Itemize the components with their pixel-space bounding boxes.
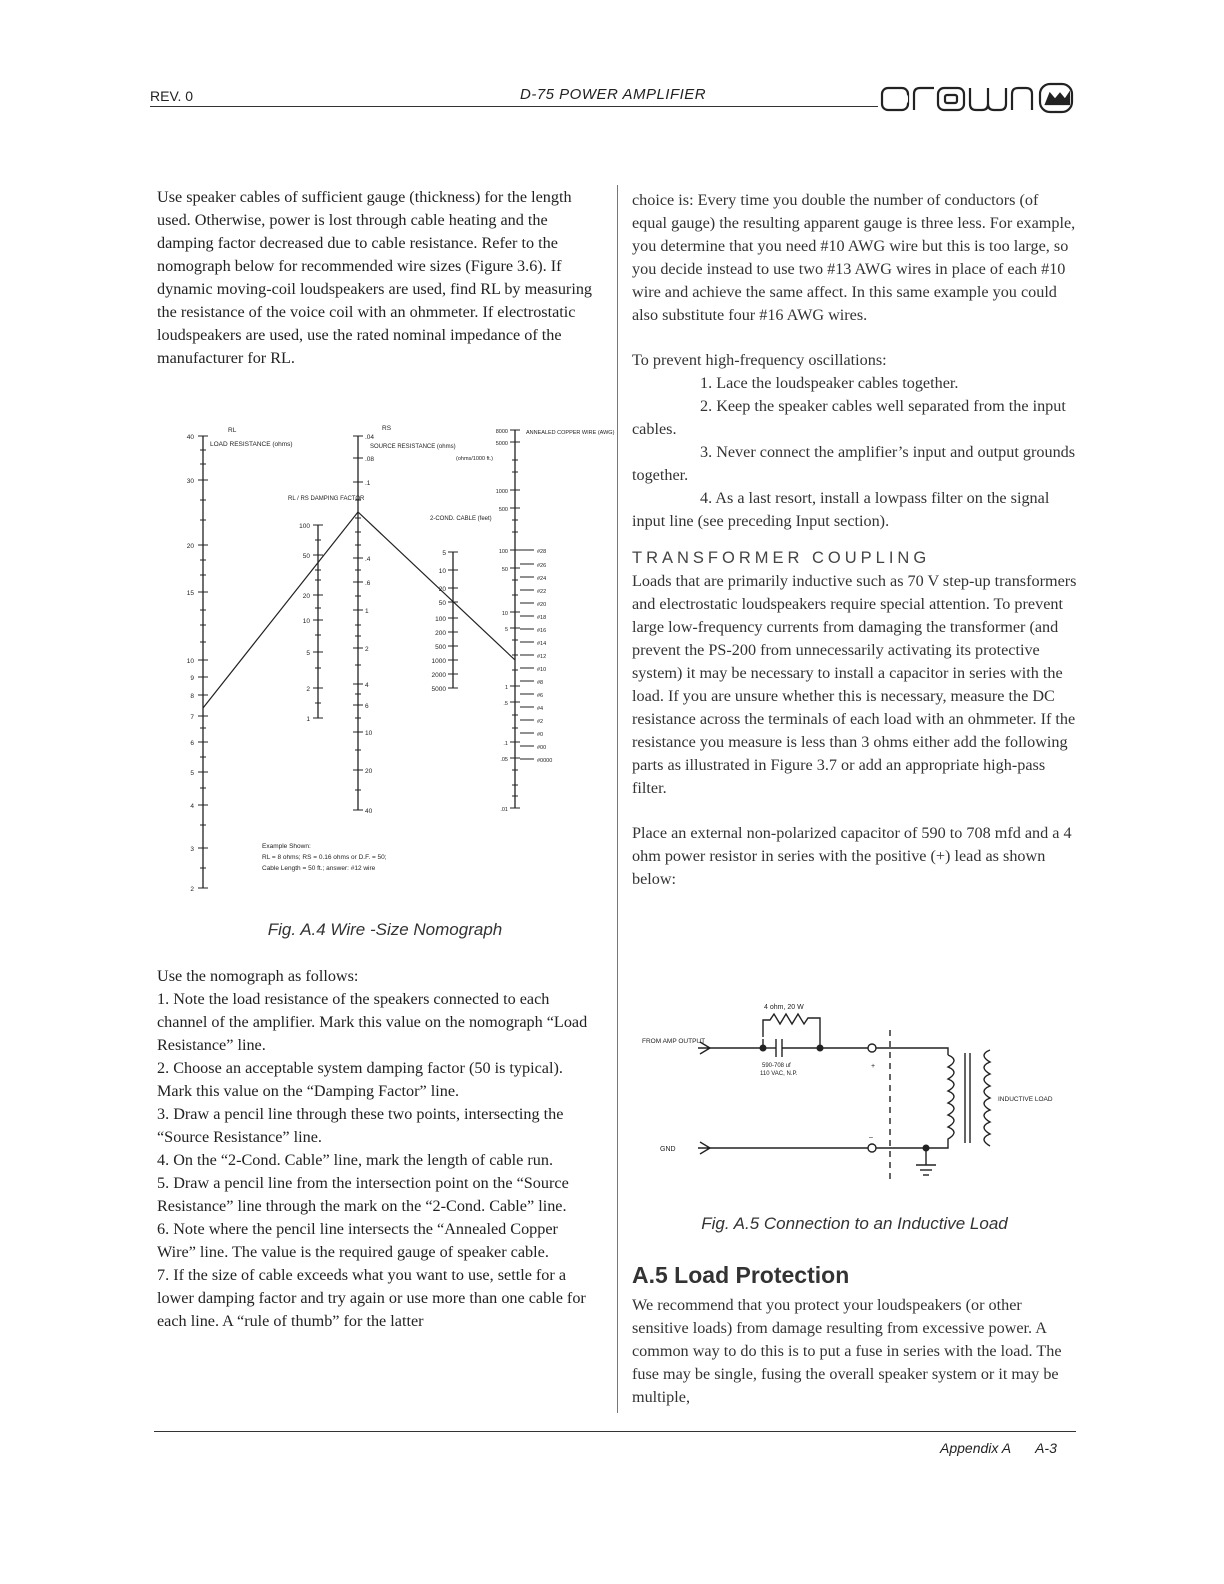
rl-tick: 5 [190, 770, 194, 777]
ohm-tick: 100 [498, 549, 508, 555]
step-7: 7. If the size of cable exceeds what you want to use, settle for a lower damping factor and try again or use more than one cable for each line. A “rule of thumb” for the latter [157, 1266, 586, 1330]
minus-terminal: – [869, 1134, 873, 1141]
awg-tick: #8 [537, 680, 544, 686]
rs-axis-desc: SOURCE RESISTANCE (ohms) [370, 444, 456, 450]
transformer-coupling-heading: TRANSFORMER COUPLING [632, 549, 931, 567]
rs-tick: 40 [365, 808, 373, 815]
header-rule [150, 106, 878, 107]
ohm-tick: 1 [504, 685, 508, 691]
resistor-label: 4 ohm, 20 W [764, 1004, 804, 1011]
rs-tick: 1 [365, 608, 369, 615]
rl-tick: 9 [190, 675, 194, 682]
crown-logo [880, 80, 1080, 116]
df-tick: 1 [306, 716, 310, 723]
document-title: D-75 POWER AMPLIFIER [520, 86, 707, 103]
awg-tick: #18 [537, 615, 547, 621]
rl-tick: 2 [190, 886, 194, 893]
awg-tick: #24 [537, 576, 547, 582]
awg-tick: #4 [537, 706, 544, 712]
awg-tick: #00 [537, 745, 547, 751]
rl-tick: 20 [186, 543, 194, 550]
ohm-tick: 5 [504, 627, 508, 633]
cable-tick: 500 [435, 644, 446, 651]
ohm-tick: 10 [501, 611, 508, 617]
rs-tick: .6 [365, 580, 371, 587]
awg-tick: #10 [537, 667, 547, 673]
page-number: A-3 [1035, 1440, 1057, 1456]
oscillation-item-1: 1. Lace the loudspeaker cables together. [700, 374, 959, 392]
capacitor-label-1: 590-708 uf [762, 1063, 791, 1069]
capacitor-paragraph: Place an external non-polarized capacitor of 590 to 708 mfd and a 4 ohm power resistor in series with the positive (+) lead as shown below: [632, 824, 1072, 888]
figure-a5-caption: Fig. A.5 Connection to an Inductive Load [701, 1214, 1008, 1233]
cable-tick: 10 [438, 568, 446, 575]
footer-section: Appendix A [940, 1440, 1012, 1456]
inductive-load-label: INDUCTIVE LOAD [998, 1096, 1053, 1103]
steps-intro: Use the nomograph as follows: [157, 967, 359, 985]
awg-tick: #6 [537, 693, 544, 699]
cable-tick: 5 [442, 550, 446, 557]
oscillation-item-4: 4. As a last resort, install a lowpass filter on the signal input line (see preceding Input section). [632, 489, 1050, 530]
step-2: 2. Choose an acceptable system damping factor (50 is typical). Mark this value on the “Damping Factor” line. [157, 1059, 563, 1100]
awg-tick: #26 [537, 563, 547, 569]
ohm-tick: .01 [500, 807, 508, 813]
rl-tick: 40 [186, 434, 194, 441]
amp-output-label: FROM AMP OUTPUT [642, 1038, 706, 1045]
ohm-tick: 5000 [495, 441, 508, 447]
page-footer [940, 1440, 1057, 1456]
oscillation-item-2: 2. Keep the speaker cables well separated from the input cables. [632, 397, 1066, 438]
ohm-tick: .05 [500, 757, 508, 763]
ohm-axis-label: (ohms/1000 ft.) [456, 456, 493, 462]
revision-label: REV. 0 [150, 88, 194, 104]
nomograph-instructions [157, 965, 597, 1333]
left-intro [157, 186, 597, 370]
df-axis-label: RL / RS DAMPING FACTOR [288, 496, 365, 502]
rule-of-thumb-paragraph: choice is: Every time you double the number of conductors (of equal gauge) the resulting apparent gauge is three less. For example, you determine that you need #10 AWG wire but this is too large, so you decide instead to use two #13 AWG wires in place of each #10 wire and achieve the same affect. In this same example you could also substitute four #16 AWG wires. [632, 191, 1076, 324]
awg-axis-label: ANNEALED COPPER WIRE (AWG) [526, 430, 615, 436]
section-a5-title: A.5 Load Protection [632, 1262, 850, 1288]
plus-terminal: + [871, 1063, 876, 1070]
example-title: Example Shown: [262, 843, 311, 850]
df-tick: 2 [306, 686, 310, 693]
rl-tick: 10 [186, 658, 194, 665]
ohm-tick: 8000 [495, 429, 508, 435]
ground-label: GND [660, 1146, 676, 1153]
ohm-tick: 1000 [495, 489, 508, 495]
cable-tick: 1000 [431, 658, 446, 665]
ohm-tick: 500 [498, 507, 508, 513]
page-header [150, 80, 1080, 110]
cable-tick: 200 [435, 630, 446, 637]
awg-tick: #16 [537, 628, 547, 634]
rs-tick: 10 [365, 730, 373, 737]
capacitor-label-2: 110 VAC, N.P. [760, 1071, 798, 1077]
rl-tick: 7 [190, 714, 194, 721]
cable-tick: 2000 [431, 672, 446, 679]
awg-tick: #0 [537, 732, 544, 738]
awg-tick: #2 [537, 719, 544, 725]
cable-tick: 50 [438, 600, 446, 607]
awg-tick: #20 [537, 602, 547, 608]
oscillation-item-3: 3. Never connect the amplifier’s input and output grounds together. [632, 443, 1076, 484]
wire-size-nomograph [170, 420, 615, 900]
rs-tick: 20 [365, 768, 373, 775]
transformer-paragraph: Loads that are primarily inductive such as 70 V step-up transformers and electrostatic loudspeakers require special attention. To prevent large low-frequency currents from damaging the transformer (and prevent the PS-200 from unnecessarily activating its protective system) it may be necessary to install a capacitor in series with the load. If you are unsure whether this is necessary, measure the DC resistance across the terminals of each load with an ohmmeter. If the resistance you measure is less than 3 ohms either add the following parts as illustrated in Figure 3.7 or add an appropriate high-pass filter. [632, 572, 1077, 797]
step-5: 5. Draw a pencil line from the intersection point on the “Source Resistance” line through the mark on the “2-Cond. Cable” line. [157, 1174, 569, 1215]
rs-tick: 2 [365, 646, 369, 653]
rs-tick: 4 [365, 682, 369, 689]
right-top [632, 189, 1077, 891]
awg-tick: #14 [537, 641, 547, 647]
df-tick: 5 [306, 650, 310, 657]
cable-tick: 5000 [431, 686, 446, 693]
df-tick: 100 [299, 523, 310, 530]
awg-tick: #0000 [537, 758, 553, 764]
ohm-tick: .5 [503, 701, 508, 707]
step-1: 1. Note the load resistance of the speakers connected to each channel of the amplifier. Mark this value on the nomograph “Load Resistance” line. [157, 990, 588, 1054]
rl-tick: 30 [186, 478, 194, 485]
rl-tick: 4 [190, 803, 194, 810]
example-line-1: RL = 8 ohms; RS = 0.16 ohms or D.F. = 50; [262, 854, 387, 861]
rl-tick: 3 [190, 846, 194, 853]
awg-tick: #12 [537, 654, 547, 660]
step-4: 4. On the “2-Cond. Cable” line, mark the length of cable run. [157, 1151, 554, 1169]
ohm-tick: .1 [503, 741, 508, 747]
rl-tick: 6 [190, 740, 194, 747]
cable-axis-label: 2-COND. CABLE (feet) [430, 516, 492, 522]
awg-tick: #28 [537, 549, 547, 555]
rs-axis-label: RS [382, 425, 392, 432]
rl-tick: 15 [186, 590, 194, 597]
oscillation-intro: To prevent high-frequency oscillations: [632, 351, 887, 369]
cable-tick: 100 [435, 616, 446, 623]
df-tick: 10 [302, 618, 310, 625]
rl-axis-desc: LOAD RESISTANCE (ohms) [210, 441, 293, 448]
rs-tick: .04 [365, 434, 375, 441]
column-divider [617, 185, 618, 1413]
df-tick: 20 [302, 593, 310, 600]
rs-tick: .4 [365, 556, 371, 563]
ohm-tick: 50 [501, 567, 508, 573]
rs-tick: .08 [365, 456, 375, 463]
step-3: 3. Draw a pencil line through these two points, intersecting the “Source Resistance” line. [157, 1105, 564, 1146]
awg-tick: #22 [537, 589, 547, 595]
cable-tick: 20 [438, 586, 446, 593]
example-line-2: Cable Length = 50 ft.; answer: #12 wire [262, 865, 376, 872]
rl-axis-label: RL [228, 427, 237, 434]
inductive-load-circuit [640, 995, 1070, 1195]
intro-paragraph: Use speaker cables of sufficient gauge (thickness) for the length used. Otherwise, power is lost through cable heating and the damping factor decreased due to cable resistance. Refer to the nomograph below for recommended wire sizes (Figure 3.6). If dynamic moving-coil loudspeakers are used, find RL by measuring the resistance of the voice coil with an ohmmeter. If electrostatic loudspeakers are used, use the rated nominal impedance of the manufacturer for RL. [157, 188, 593, 367]
rs-tick: 6 [365, 703, 369, 710]
step-6: 6. Note where the pencil line intersects the “Annealed Copper Wire” line. The value is the required gauge of speaker cable. [157, 1220, 558, 1261]
rs-tick: .1 [365, 480, 371, 487]
rl-tick: 8 [190, 693, 194, 700]
crown-logo-graphic [880, 80, 1080, 116]
figure-a4-caption: Fig. A.4 Wire -Size Nomograph [267, 920, 503, 939]
df-tick: 50 [302, 553, 310, 560]
load-protection-text [632, 1294, 1077, 1409]
footer-rule [154, 1431, 1076, 1432]
load-protection-paragraph: We recommend that you protect your loudspeakers (or other sensitive loads) from damage resulting from excessive power. A common way to do this is to put a fuse in series with the load. The fuse may be single, fusing the overall speaker system or it may be multiple, [632, 1296, 1062, 1406]
